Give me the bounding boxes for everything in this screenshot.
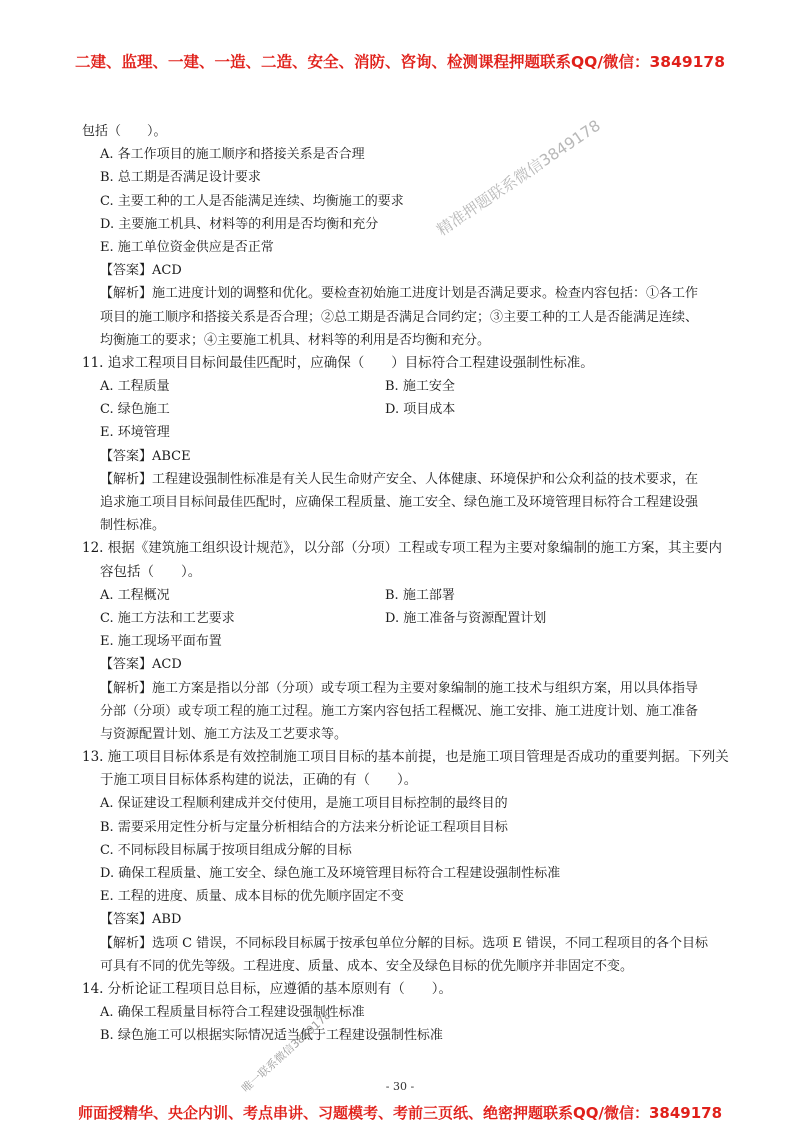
analysis-continued: 分部（分项）或专项工程的施工过程。施工方案内容包括工程概况、施工安排、施工进度计划、施工准备	[100, 703, 699, 719]
option-e: E. 环境管理	[100, 425, 170, 441]
option-a: A. 各工作项目的施工顺序和搭接关系是否合理	[100, 147, 365, 163]
option-c: C. 不同标段目标属于按项目组成分解的目标	[100, 842, 352, 858]
option-b: B. 施工部署	[385, 587, 455, 603]
option-row	[82, 607, 732, 630]
analysis-continued: 项目的施工顺序和搭接关系是否合理；②总工期是否满足合同约定；③主要工种的工人是否能满足连续、	[100, 309, 699, 325]
analysis-continued: 均衡施工的要求；④主要施工机具、材料等的利用是否均衡和充分。	[100, 332, 491, 348]
option-a: A. 确保工程质量目标符合工程建设强制性标准	[100, 1005, 365, 1021]
answer: 【答案】ABCE	[100, 448, 191, 464]
question-12: 12. 根据《建筑施工组织设计规范》，以分部（分项）工程或专项工程为主要对象编制的施工方案，其主要内	[82, 540, 723, 557]
option-e: E. 施工现场平面布置	[100, 634, 222, 650]
option-b: B. 需要采用定性分析与定量分析相结合的方法来分析论证工程项目目标	[100, 819, 508, 835]
option-b: B. 施工安全	[385, 379, 455, 395]
option-a: A. 工程质量	[100, 379, 170, 395]
question-14: 14. 分析论证工程项目总目标，应遵循的基本原则有（ ）。	[82, 980, 453, 997]
option-c: C. 主要工种的工人是否能满足连续、均衡施工的要求	[100, 193, 404, 209]
analysis-continued: 与资源配置计划、施工方法及工艺要求等。	[100, 726, 348, 742]
option-d: D. 主要施工机具、材料等的利用是否均衡和充分	[100, 216, 379, 232]
answer: 【答案】ACD	[100, 263, 182, 279]
option-d: D. 项目成本	[385, 402, 456, 418]
option-a: A. 保证建设工程顺利建成并交付使用，是施工项目目标控制的最终目的	[100, 796, 508, 812]
option-e: E. 施工单位资金供应是否正常	[100, 239, 274, 255]
option-row	[82, 584, 732, 607]
page-number: - 30 -	[385, 1080, 415, 1093]
option-d: D. 施工准备与资源配置计划	[385, 610, 547, 626]
option-b: B. 绿色施工可以根据实际情况适当低于工程建设强制性标准	[100, 1028, 443, 1044]
question-13: 13. 施工项目目标体系是有效控制施工项目目标的基本前提，也是施工项目管理是否成功的重要判据。下列关	[82, 749, 729, 766]
option-c: C. 绿色施工	[100, 402, 170, 418]
option-d: D. 确保工程质量、施工安全、绿色施工及环境管理目标符合工程建设强制性标准	[100, 866, 561, 881]
option-b: B. 总工期是否满足设计要求	[100, 170, 261, 186]
question-12-continued: 容包括（ ）。	[100, 563, 202, 580]
option-c: C. 施工方法和工艺要求	[100, 610, 235, 626]
analysis: 【解析】施工进度计划的调整和优化。要检查初始施工进度计划是否满足要求。检查内容包括：①各工作	[100, 286, 699, 302]
analysis-continued: 追求施工项目目标间最佳匹配时，应确保工程质量、施工安全、绿色施工及环境管理目标符合工程建设强	[100, 495, 699, 510]
analysis: 【解析】施工方案是指以分部（分项）或专项工程为主要对象编制的施工技术与组织方案，用以具体指导	[100, 680, 699, 696]
answer: 【答案】ACD	[100, 657, 182, 673]
diagonal-watermark: 精准押题联系微信3849178	[433, 116, 604, 240]
option-e: E. 工程的进度、质量、成本目标的优先顺序固定不变	[100, 889, 404, 905]
answer: 【答案】ABD	[100, 912, 182, 928]
question-11: 11. 追求工程项目目标间最佳匹配时，应确保（ ）目标符合工程建设强制性标准。	[82, 354, 594, 371]
analysis: 【解析】工程建设强制性标准是有关人民生命财产安全、人体健康、环境保护和公众利益的技术要求，在	[100, 471, 699, 487]
question-10-stem-end: 包括（ ）。	[82, 124, 167, 139]
analysis-continued: 可具有不同的优先等级。工程进度、质量、成本、安全及绿色目标的优先顺序并非固定不变。	[100, 958, 634, 974]
top-banner: 二建、监理、一建、一造、二造、安全、消防、咨询、检测课程押题联系QQ/微信：3849178	[74, 53, 725, 71]
diagonal-watermark-small: 唯一联系微信3849178	[239, 1008, 334, 1096]
option-row	[82, 398, 732, 421]
document-body	[82, 120, 732, 1048]
analysis-continued: 制性标准。	[100, 518, 166, 534]
analysis: 【解析】选项 C 错误，不同标段目标属于按承包单位分解的目标。选项 E 错误，不同工程项目的各个目标	[100, 935, 708, 951]
option-row	[82, 375, 732, 398]
question-13-continued: 于施工项目目标体系构建的说法，正确的有（ ）。	[100, 772, 418, 789]
bottom-banner: 师面授精华、央企内训、考点串讲、习题模考、考前三页纸、绝密押题联系QQ/微信：3849178	[77, 1104, 723, 1122]
option-a: A. 工程概况	[100, 587, 170, 603]
